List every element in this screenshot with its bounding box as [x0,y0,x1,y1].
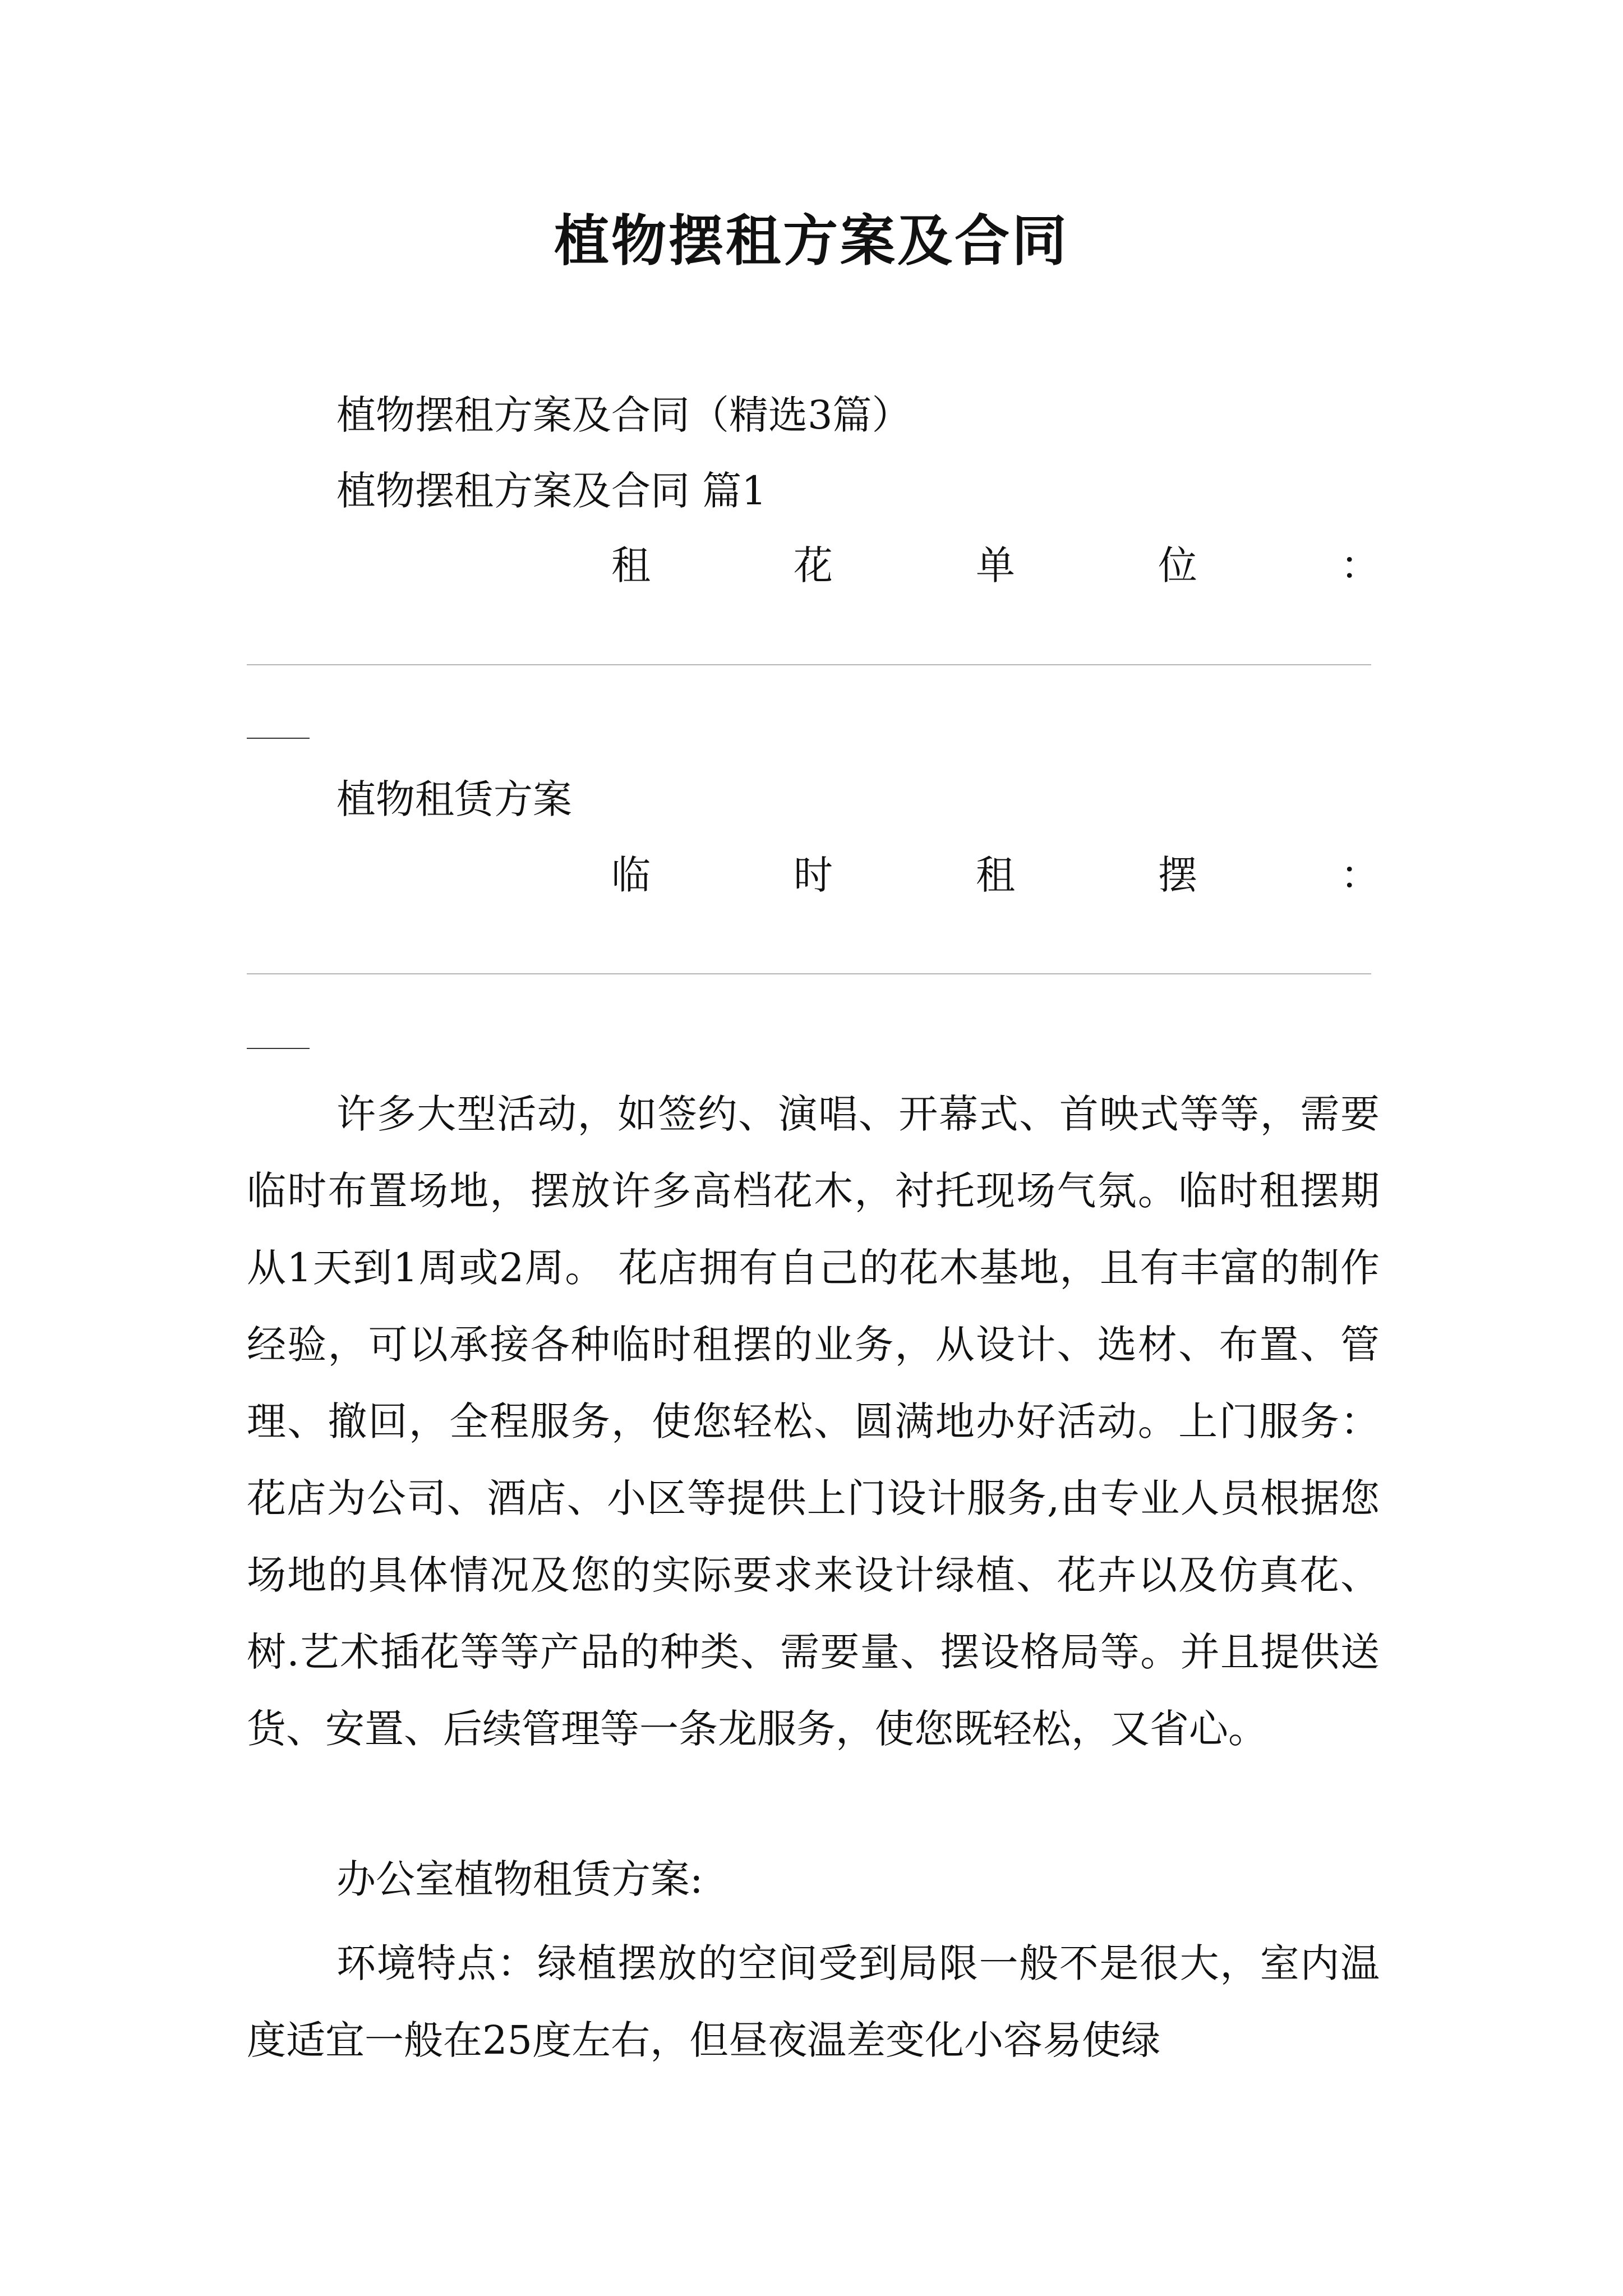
field-rental-unit-char: 租 [611,542,651,588]
field-temporary-rental-label [611,847,1380,903]
plan-heading: 植物租赁方案 [336,776,572,822]
field-temporary-rental-char: 摆 [1158,852,1197,898]
document-subtitle: 植物摆租方案及合同（精选3篇） [336,392,911,438]
fill-in-line-continuation [247,1048,310,1049]
body-paragraph: 环境特点：绿植摆放的空间受到局限一般不是很大，室内温度适宜一般在25度左右，但昼夜温差变化小容易使绿 [247,1940,1380,2063]
field-temporary-rental-char: 租 [976,852,1015,898]
office-plan-heading: 办公室植物租赁方案: [336,1856,703,1902]
field-rental-unit-char: 花 [794,542,833,588]
field-rental-unit-colon: ： [1340,542,1380,588]
field-rental-unit-char: 位 [1158,542,1197,588]
fill-in-line-continuation [247,738,310,739]
field-temporary-rental-char: 时 [794,852,833,898]
fill-in-line [247,973,1371,974]
fill-in-line [247,664,1371,665]
field-temporary-rental-colon: ： [1340,852,1380,898]
field-temporary-rental-char: 临 [611,852,651,898]
document-title: 植物摆租方案及合同 [554,209,1069,273]
section-heading: 植物摆租方案及合同 篇1 [336,468,767,514]
field-rental-unit-char: 单 [976,542,1015,588]
body-paragraph: 许多大型活动，如签约、演唱、开幕式、首映式等等，需要临时布置场地，摆放许多高档花木，衬托现场气氛。临时租摆期从1天到1周或2周。 花店拥有自己的花木基地，且有丰富的制作经验，可以承接各种临时租摆的业务，从设计、选材、布置、管理、撤回，全程服务，使您轻松、圆满地办好活动。上门服务： 花店为公司、酒店、小区等提供上门设计服务,由专业人员根据您场地的具体情况及您的实际要求来设计绿植、花卉以及仿真花、树.艺术插花等等产品的种类、需要量、摆设格局等。并且提供送货、安置、后续管理等一条龙服务，使您既轻松，又省心。 [247,1091,1380,1752]
field-rental-unit-label [611,537,1380,593]
